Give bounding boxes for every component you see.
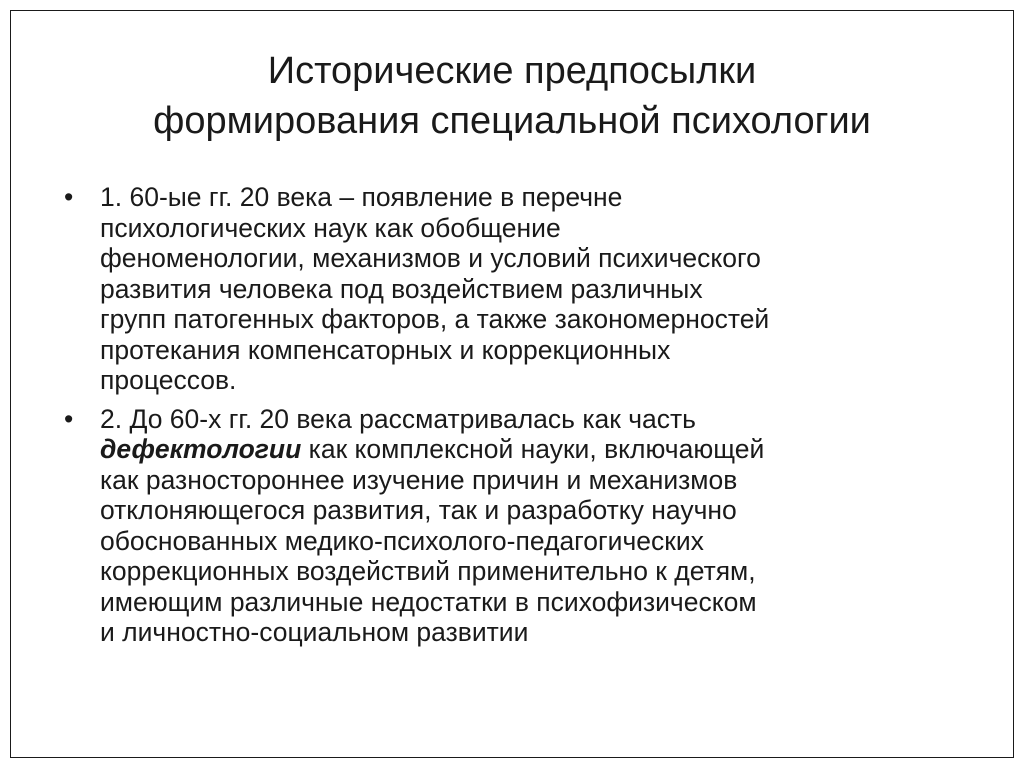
term-defectology: дефектологии xyxy=(100,434,302,464)
bullet-1-line-6: протекания компенсаторных и коррекционных xyxy=(100,334,671,365)
bullet-1-line-1: 1. 60-ые гг. 20 века – появление в перечне xyxy=(100,182,623,212)
bullet-dot-icon: • xyxy=(64,403,74,434)
bullet-1-line-5: групп патогенных факторов, а также закономерностей xyxy=(100,304,770,334)
slide-title xyxy=(60,46,964,146)
bullet-item-1 xyxy=(60,182,980,396)
bullet-2-line-6: коррекционных воздействий применительно к детям, xyxy=(100,556,756,586)
title-line-2: формирования специальной психологии xyxy=(153,100,871,142)
bullet-2-line-2 xyxy=(100,434,980,465)
bullet-2-line-1: 2. До 60-х гг. 20 века рассматривалась как часть xyxy=(100,403,696,434)
bullet-2-line-3: как разностороннее изучение причин и механизмов xyxy=(100,464,738,495)
bullet-1-line-2: психологических наук как обобщение xyxy=(100,212,561,243)
bullet-1-line-7: процессов. xyxy=(100,365,237,395)
bullet-1-line-3: феноменологии, механизмов и условий психического xyxy=(100,243,761,273)
bullet-2-line-2-rest: как комплексной науки, включающей xyxy=(301,434,765,464)
bullet-1-line-4: развития человека под воздействием различных xyxy=(100,273,703,304)
bullet-2-line-7: имеющим различные недостатки в психофизическом xyxy=(100,586,757,617)
title-line-1: Исторические предпосылки xyxy=(267,50,757,92)
bullet-item-2 xyxy=(60,404,980,648)
bullet-2-line-4: отклоняющегося развития, так и разработку научно xyxy=(100,495,737,525)
bullet-list xyxy=(60,182,980,656)
bullet-2-line-5: обоснованных медико-психолого-педагогических xyxy=(100,525,704,556)
bullet-dot-icon: • xyxy=(64,182,74,212)
bullet-2-line-8: и личностно-социальном развитии xyxy=(100,617,529,647)
